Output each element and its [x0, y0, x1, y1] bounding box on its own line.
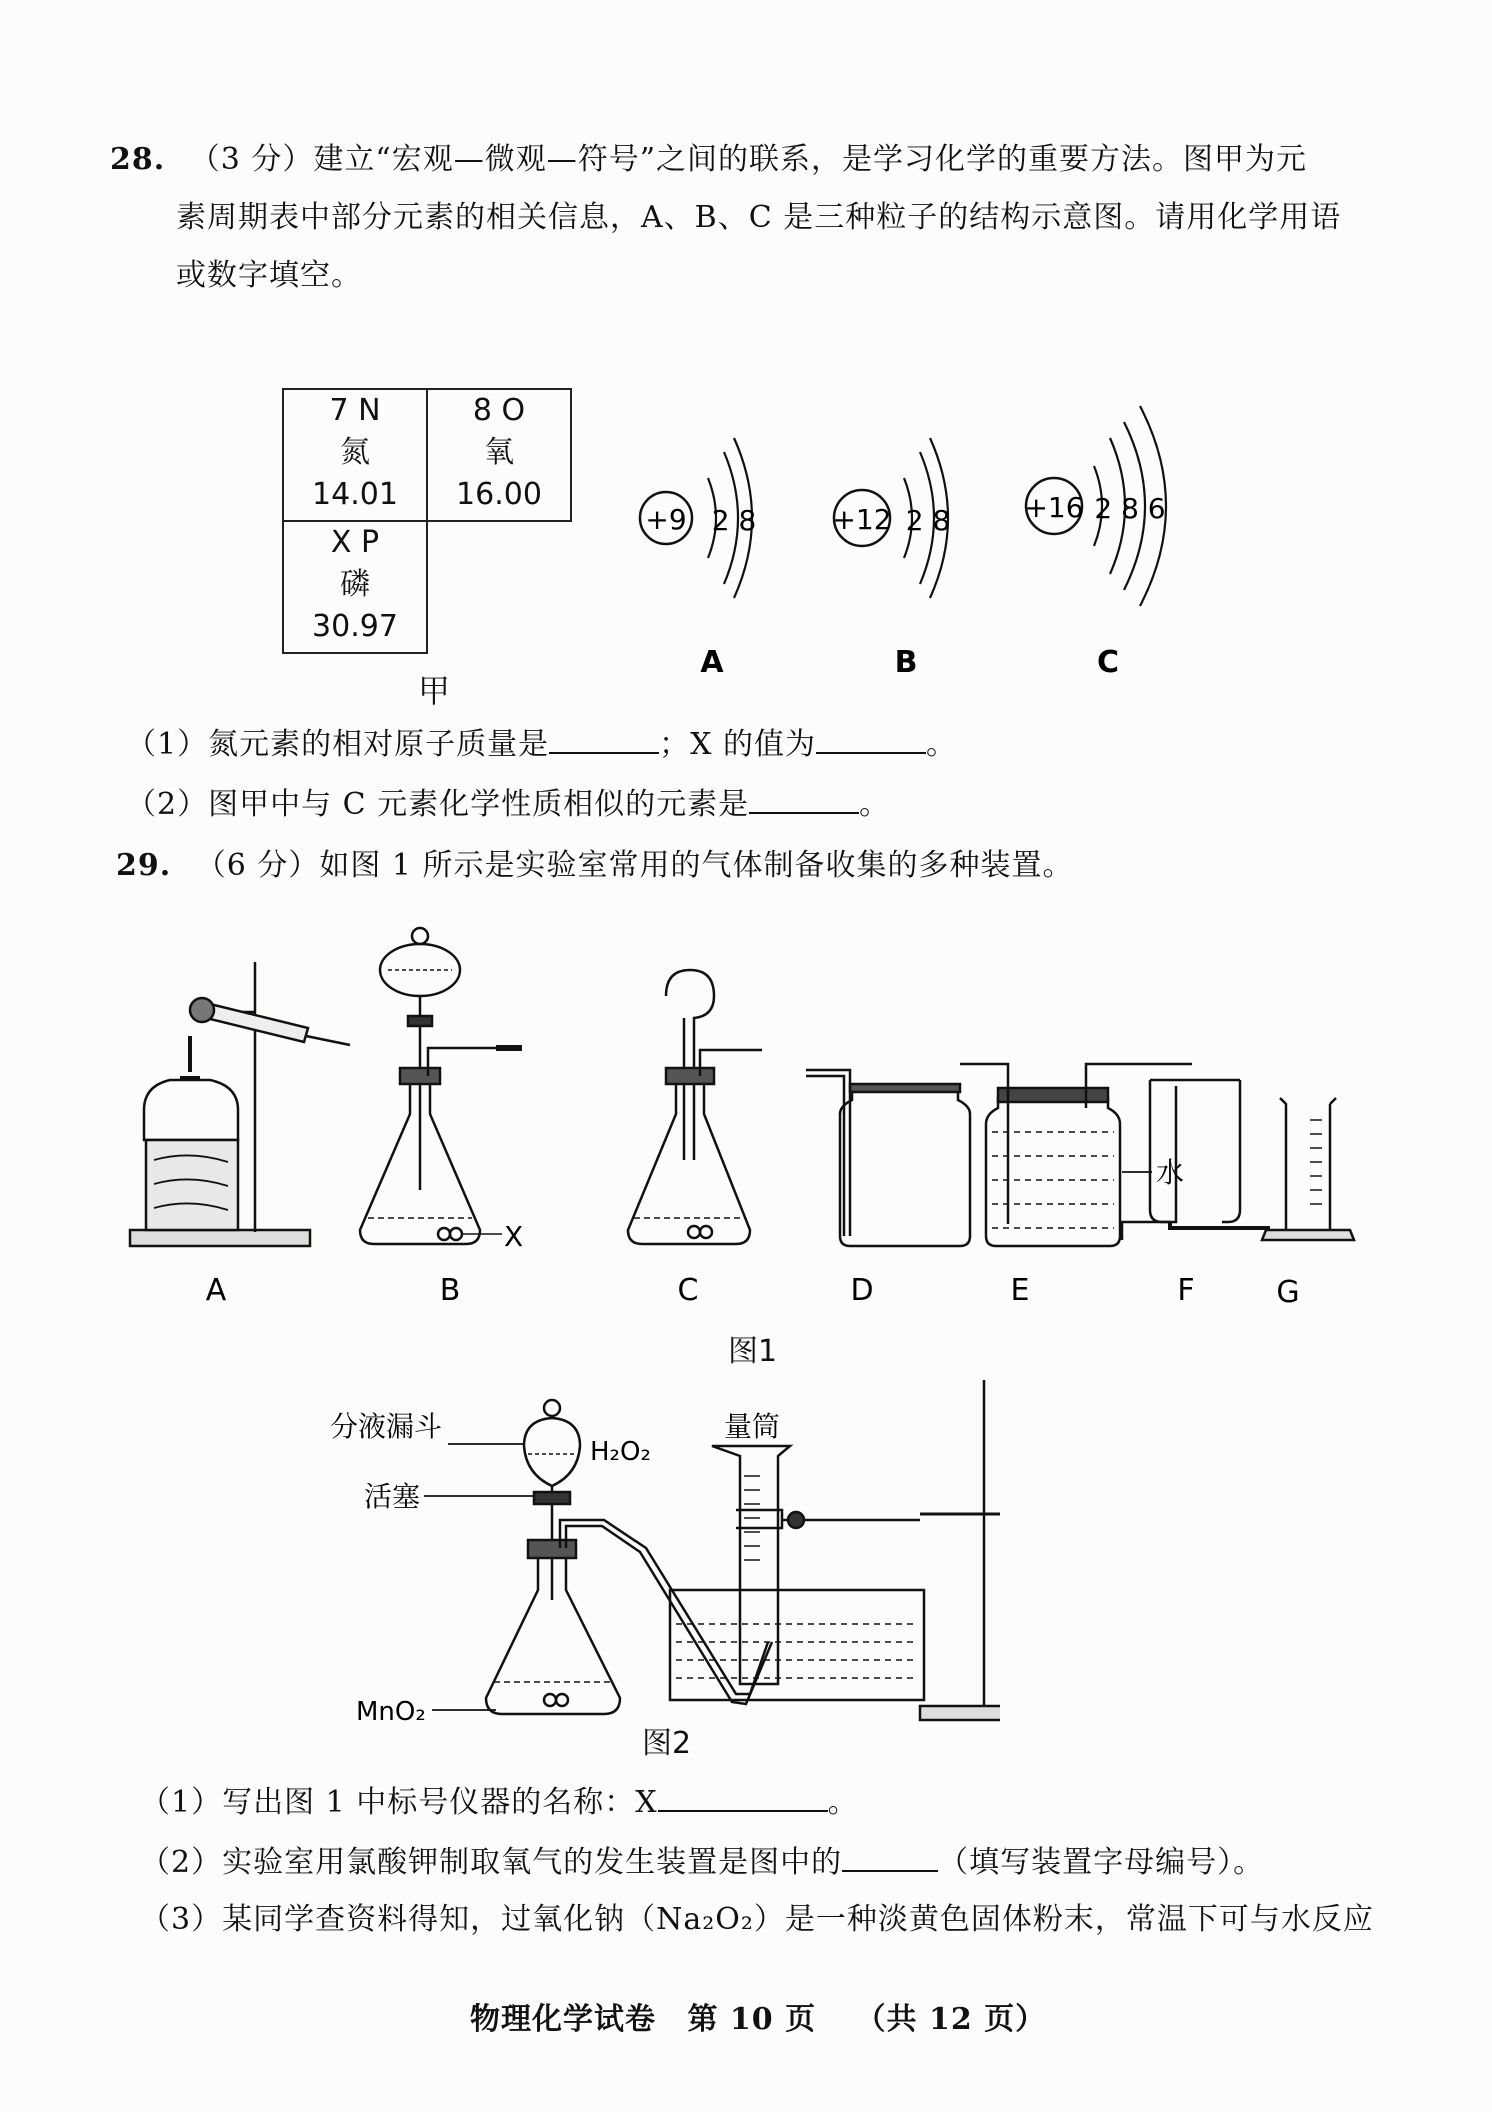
- particle-b: [832, 438, 950, 680]
- apparatus-b: [360, 928, 522, 1244]
- particle-a-label: A: [700, 645, 724, 680]
- cell-nitrogen-name: 氮: [340, 435, 370, 470]
- cell-oxygen-head: 8 O: [472, 393, 526, 428]
- apparatus-f: [1122, 1080, 1270, 1240]
- cell-nitrogen-mass: 14.01: [312, 477, 398, 512]
- fig1-label-f: F: [1177, 1273, 1195, 1308]
- answer-blank: [816, 722, 926, 754]
- fig2-cylinder-label: 量筒: [724, 1410, 781, 1443]
- fig1-label-e: E: [1010, 1273, 1030, 1308]
- atom-structure-diagrams: [600, 390, 1220, 690]
- particle-a-nucleus: +9: [645, 503, 687, 536]
- fig1-label-d: D: [850, 1273, 874, 1308]
- page-footer: [470, 2000, 1046, 2040]
- q28-text-line3: 或数字填空。: [176, 258, 362, 293]
- q29-sub1-text-b: 。: [827, 1785, 859, 1820]
- figure1-apparatus: [110, 900, 1370, 1340]
- q29-number: 29.: [116, 848, 172, 883]
- fig2-caption: 图2: [642, 1726, 692, 1761]
- particle-c-shells: 2 8 6: [1094, 492, 1166, 525]
- q28-sub1-text-a: （1）氮元素的相对原子质量是: [126, 727, 550, 762]
- cell-phosphorus-head: X P: [330, 525, 380, 560]
- fig1-label-b: B: [439, 1273, 461, 1308]
- q29-sub1: [140, 1780, 859, 1823]
- cell-phosphorus-name: 磷: [340, 567, 370, 602]
- footer-total: （共 12 页）: [855, 2002, 1047, 2037]
- fig1-label-a: A: [205, 1273, 227, 1308]
- footer-subject: 物理化学试卷: [470, 2002, 656, 2037]
- particle-b-shells: 2 8: [905, 504, 951, 537]
- answer-blank: [842, 1840, 938, 1872]
- apparatus-a: [130, 962, 350, 1246]
- cell-oxygen-mass: 16.00: [456, 477, 542, 512]
- fig2-stopcock-label: 活塞: [364, 1480, 421, 1513]
- q28-sub1-text-b: ；X 的值为: [659, 727, 816, 762]
- q28-sub2: [126, 782, 890, 825]
- apparatus-g: [1262, 1098, 1354, 1240]
- cell-nitrogen: [282, 388, 428, 522]
- q28-sub2-text-b: 。: [859, 787, 891, 822]
- fig2-funnel-label: 分液漏斗: [330, 1410, 443, 1443]
- q28-line1: [110, 140, 1307, 180]
- cell-phosphorus: [282, 520, 428, 654]
- cell-phosphorus-mass: 30.97: [312, 609, 398, 644]
- figure2-apparatus: [320, 1380, 1000, 1740]
- table-caption: 甲: [418, 672, 451, 710]
- q29-sub2: [140, 1840, 1264, 1883]
- q29-score: （6 分）: [195, 848, 320, 883]
- fig1-label-c: C: [677, 1273, 699, 1308]
- fig1-water-label: 水: [1156, 1156, 1185, 1189]
- apparatus-d: [806, 1070, 970, 1246]
- answer-blank: [549, 722, 659, 754]
- q28-text-line2: 素周期表中部分元素的相关信息，A、B、C 是三种粒子的结构示意图。请用化学用语: [176, 200, 1342, 235]
- particle-a: [640, 438, 756, 680]
- q29-sub1-text-a: （1）写出图 1 中标号仪器的名称：X: [140, 1785, 658, 1820]
- q28-sub2-text-a: （2）图甲中与 C 元素化学性质相似的元素是: [126, 787, 750, 822]
- q29-text-line1: 如图 1 所示是实验室常用的气体制备收集的多种装置。: [319, 848, 1074, 883]
- q29-line1: [116, 846, 1074, 886]
- q28-score: （3 分）: [189, 142, 314, 177]
- q28-text-line1: 建立“宏观—微观—符号”之间的联系，是学习化学的重要方法。图甲为元: [313, 142, 1308, 177]
- particle-b-label: B: [894, 645, 918, 680]
- particle-b-nucleus: +12: [832, 503, 892, 536]
- q28-sub1: [126, 722, 957, 765]
- q29-sub2-text-a: （2）实验室用氯酸钾制取氧气的发生装置是图中的: [140, 1845, 843, 1880]
- particle-a-shells: 2 8: [711, 504, 757, 537]
- answer-blank: [749, 782, 859, 814]
- apparatus-c: [628, 970, 762, 1244]
- particle-c: [1024, 406, 1166, 680]
- q28-number: 28.: [110, 142, 166, 177]
- cell-oxygen: [426, 388, 572, 522]
- particle-c-label: C: [1096, 645, 1120, 680]
- q28-sub1-text-c: 。: [926, 727, 957, 762]
- fig1-label-g: G: [1276, 1275, 1300, 1310]
- footer-page: 第 10 页: [687, 2002, 817, 2037]
- cell-nitrogen-head: 7 N: [329, 393, 381, 428]
- apparatus-e: [960, 1064, 1192, 1246]
- fig1-x-label: X: [504, 1220, 524, 1253]
- answer-blank: [658, 1780, 828, 1812]
- particle-c-nucleus: +16: [1024, 491, 1084, 524]
- cell-oxygen-name: 氧: [484, 435, 514, 470]
- fig2-reagent-label: H₂O₂: [590, 1437, 651, 1467]
- fig1-caption: 图1: [728, 1334, 778, 1369]
- q29-sub2-text-b: （填写装置字母编号）。: [938, 1845, 1265, 1880]
- fig2-catalyst-label: MnO₂: [356, 1697, 426, 1727]
- q29-sub3: （3）某同学查资料得知，过氧化钠（Na₂O₂）是一种淡黄色固体粉末，常温下可与水反应: [140, 1902, 1374, 1937]
